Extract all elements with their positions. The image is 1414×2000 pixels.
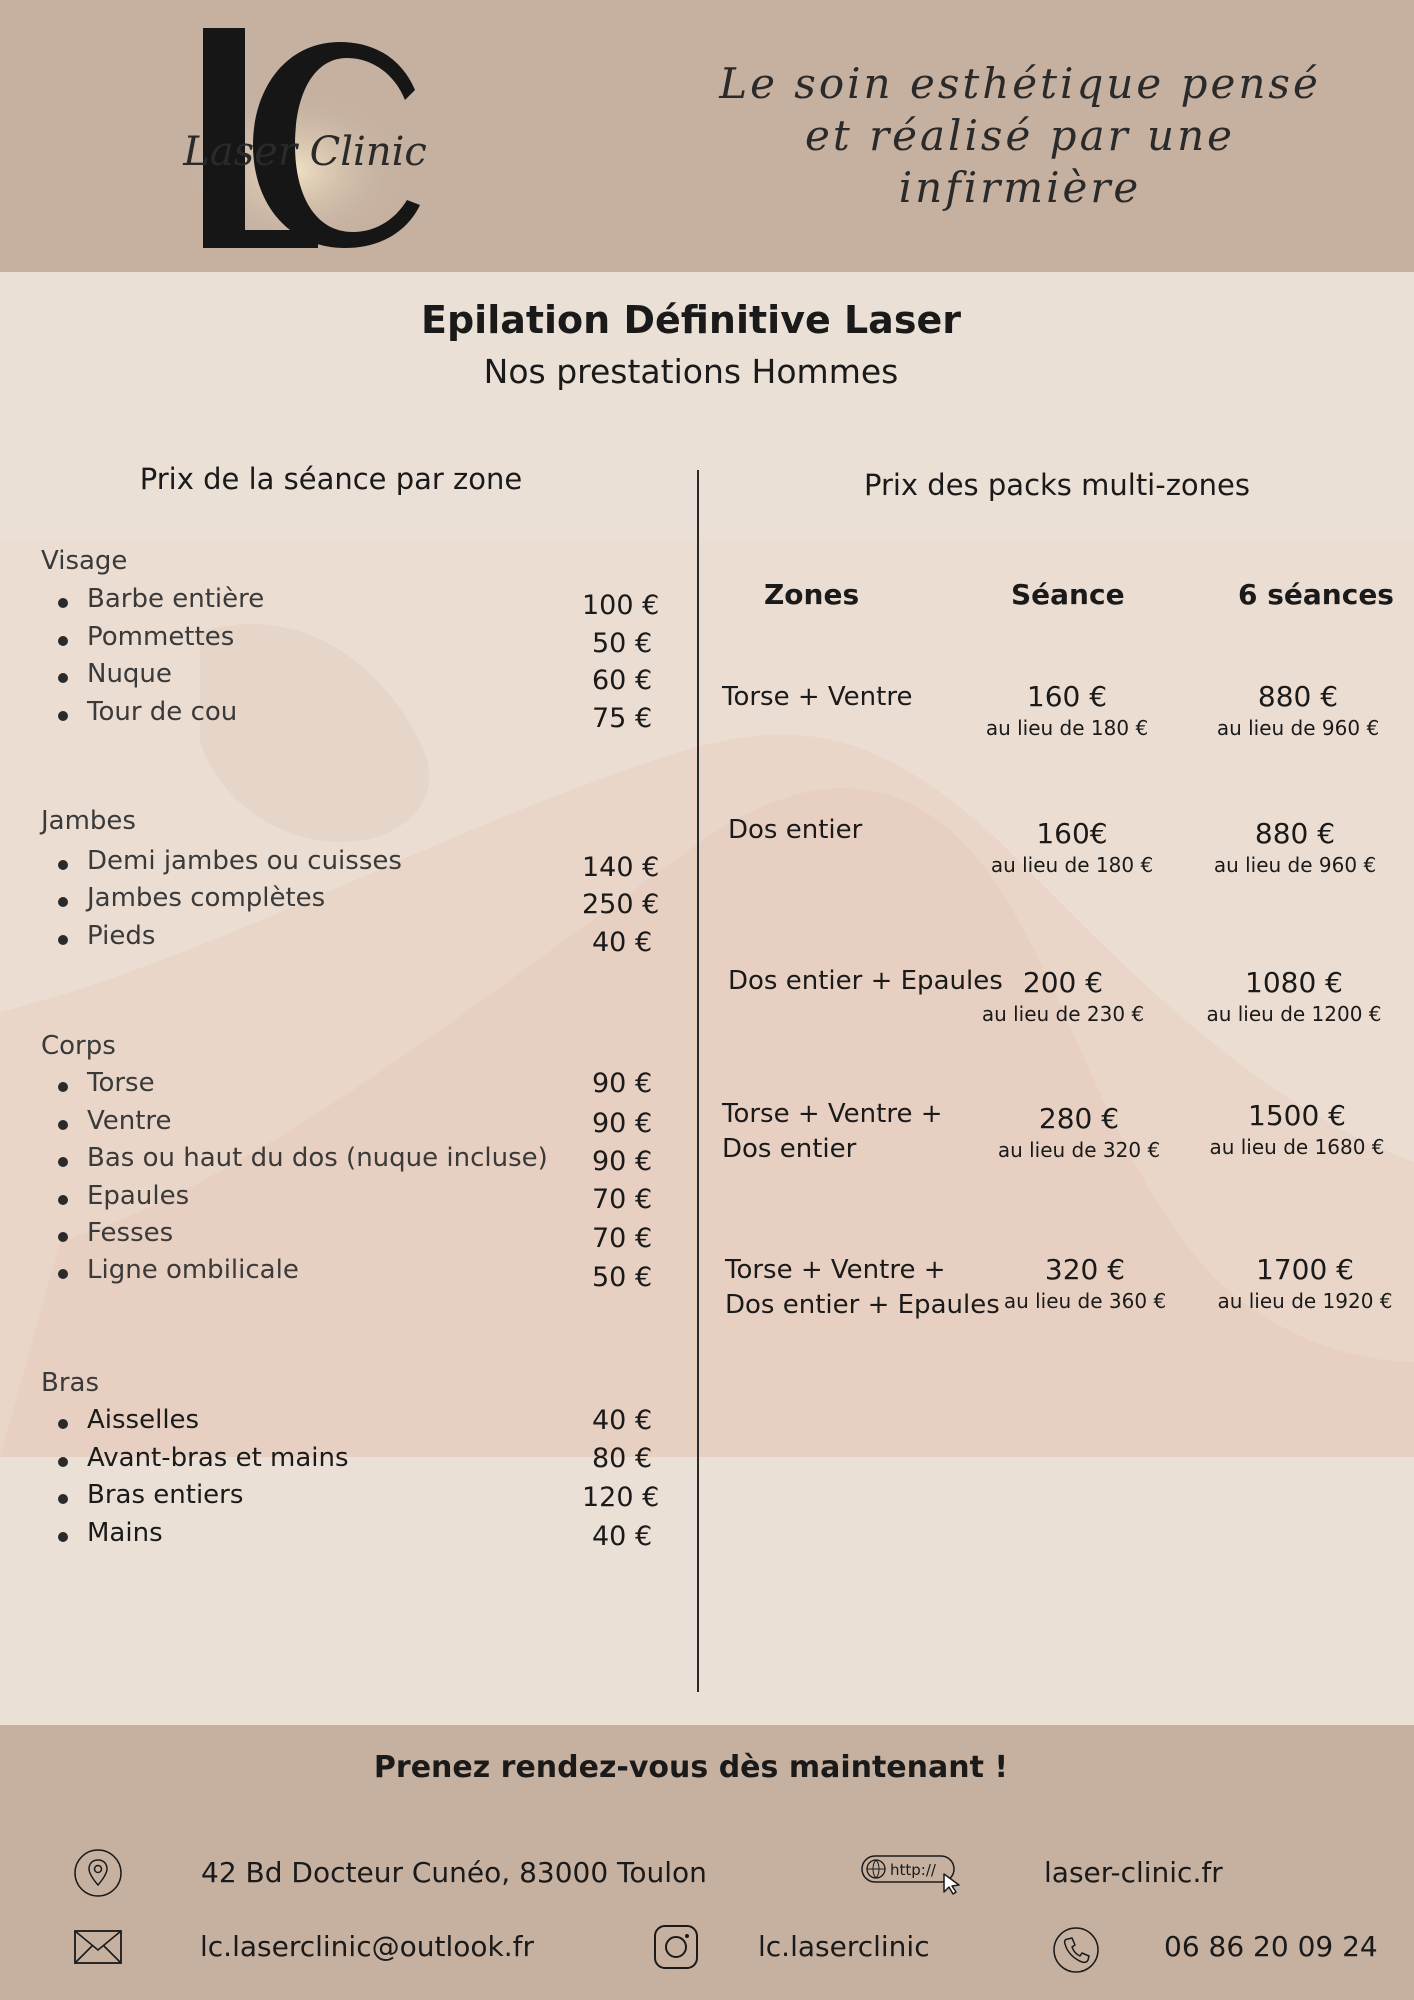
item-price: 100 € <box>582 590 660 621</box>
item-name: Tour de cou <box>87 697 238 727</box>
item-name: Ventre <box>87 1106 172 1136</box>
instagram-icon <box>653 1924 699 1970</box>
pack-zone-line: Torse + Ventre + <box>725 1255 946 1285</box>
pack-six-price <box>1188 680 1408 742</box>
item-price: 90 € <box>592 1146 653 1177</box>
pack-six-price <box>1185 817 1405 879</box>
price: 280 € <box>1038 1102 1120 1135</box>
item-price: 70 € <box>592 1184 653 1215</box>
bullet <box>58 1120 68 1130</box>
bullet <box>58 1419 68 1429</box>
item-name: Barbe entière <box>87 584 265 614</box>
old-price: au lieu de 960 € <box>1216 716 1380 740</box>
pack-zone-line: Torse + Ventre <box>722 682 913 712</box>
page-title: Epilation Définitive Laser <box>421 298 961 342</box>
item-price: 90 € <box>592 1108 653 1139</box>
item-price: 120 € <box>582 1482 660 1513</box>
item-price: 60 € <box>592 665 653 696</box>
price: 160€ <box>1036 817 1108 850</box>
category-title-bras: Bras <box>41 1368 100 1398</box>
bullet <box>58 1232 68 1242</box>
pack-zone <box>725 1253 1000 1323</box>
pack-session-price <box>957 680 1177 742</box>
list-item <box>58 1218 658 1256</box>
item-price: 40 € <box>592 1405 653 1436</box>
laser-clinic-logo <box>175 20 460 260</box>
bullet <box>58 711 68 721</box>
bullet <box>58 1269 68 1279</box>
phone-number[interactable]: 06 86 20 09 24 <box>1164 1930 1378 1963</box>
tagline <box>660 58 1380 214</box>
pack-zone-line: Dos entier + Epaules <box>725 1290 1000 1320</box>
old-price: au lieu de 360 € <box>1003 1289 1167 1313</box>
email-link[interactable]: lc.laserclinic@outlook.fr <box>200 1930 534 1963</box>
item-price: 140 € <box>582 852 660 883</box>
item-price: 75 € <box>592 703 653 734</box>
category-title-corps: Corps <box>41 1031 116 1061</box>
bullet <box>58 1494 68 1504</box>
list-item <box>58 697 658 735</box>
price: 1080 € <box>1245 966 1343 999</box>
price: 200 € <box>1022 966 1104 999</box>
item-name: Epaules <box>87 1181 190 1211</box>
price: 1700 € <box>1256 1253 1354 1286</box>
old-price: au lieu de 1680 € <box>1209 1135 1385 1159</box>
bullet <box>58 636 68 646</box>
old-price: au lieu de 960 € <box>1213 853 1377 877</box>
location-pin-icon <box>73 1848 123 1898</box>
bullet <box>58 1195 68 1205</box>
item-name: Nuque <box>87 659 172 689</box>
item-name: Avant-bras et mains <box>87 1443 349 1473</box>
web-link-icon[interactable] <box>860 1852 966 1896</box>
list-item <box>58 883 658 921</box>
pack-zone <box>722 680 912 715</box>
list-item <box>58 1405 658 1443</box>
category-title-jambes: Jambes <box>41 806 136 836</box>
item-price: 50 € <box>592 628 653 659</box>
pack-zone-line: Dos entier <box>722 1134 857 1164</box>
right-column-title: Prix des packs multi-zones <box>863 468 1251 502</box>
price: 1500 € <box>1248 1099 1346 1132</box>
list-item <box>58 921 658 959</box>
old-price: au lieu de 180 € <box>990 853 1154 877</box>
item-name: Jambes complètes <box>87 883 326 913</box>
bullet <box>58 673 68 683</box>
instagram-handle[interactable]: lc.laserclinic <box>758 1930 930 1963</box>
pack-session-price <box>969 1102 1189 1164</box>
table-header-zones: Zones <box>764 578 860 611</box>
price: 880 € <box>1254 817 1336 850</box>
list-item <box>58 584 658 622</box>
pack-six-price <box>1184 966 1404 1028</box>
pack-session-price <box>962 817 1182 879</box>
item-price: 90 € <box>592 1068 653 1099</box>
pack-zone <box>728 813 862 848</box>
pack-session-price <box>975 1253 1195 1315</box>
call-to-action: Prenez rendez-vous dès maintenant ! <box>373 1750 1009 1785</box>
item-name: Pieds <box>87 921 156 951</box>
left-column-title: Prix de la séance par zone <box>139 462 523 496</box>
old-price: au lieu de 1920 € <box>1217 1289 1393 1313</box>
phone-icon <box>1052 1926 1100 1974</box>
price: 320 € <box>1044 1253 1126 1286</box>
logo-script-text: Laser Clinic <box>183 129 427 175</box>
list-item <box>58 1068 658 1106</box>
item-name: Pommettes <box>87 622 235 652</box>
old-price: au lieu de 320 € <box>997 1138 1161 1162</box>
pack-zone-line: Dos entier <box>728 815 863 845</box>
web-badge-text: http:// <box>890 1861 936 1879</box>
pack-six-price <box>1195 1253 1414 1315</box>
website-link[interactable]: laser-clinic.fr <box>1044 1856 1223 1889</box>
tagline-line: infirmière <box>898 163 1142 212</box>
bullet <box>58 897 68 907</box>
item-name: Fesses <box>87 1218 174 1248</box>
price: 880 € <box>1257 680 1339 713</box>
item-name: Bras entiers <box>87 1480 244 1510</box>
item-name: Aisselles <box>87 1405 200 1435</box>
item-name: Ligne ombilicale <box>87 1255 299 1285</box>
pack-zone-line: Dos entier + Epaules <box>728 966 1003 996</box>
item-price: 80 € <box>592 1443 653 1474</box>
old-price: au lieu de 1200 € <box>1206 1002 1382 1026</box>
list-item <box>58 1106 658 1144</box>
item-price: 50 € <box>592 1262 653 1293</box>
price: 160 € <box>1026 680 1108 713</box>
pack-zone <box>722 1097 943 1167</box>
pack-zone-line: Torse + Ventre + <box>722 1099 943 1129</box>
address-text: 42 Bd Docteur Cunéo, 83000 Toulon <box>201 1856 707 1889</box>
list-item <box>58 1255 658 1293</box>
item-price: 250 € <box>582 889 660 920</box>
bullet <box>58 1157 68 1167</box>
tagline-line: et réalisé par une <box>805 111 1235 160</box>
bullet <box>58 1082 68 1092</box>
list-item <box>58 622 658 660</box>
old-price: au lieu de 230 € <box>981 1002 1145 1026</box>
page-subtitle: Nos prestations Hommes <box>483 352 899 391</box>
pack-six-price <box>1187 1099 1407 1161</box>
mail-icon <box>73 1929 123 1965</box>
bullet <box>58 1532 68 1542</box>
list-item <box>58 1480 658 1518</box>
bullet <box>58 935 68 945</box>
list-item <box>58 846 658 884</box>
bullet <box>58 1457 68 1467</box>
pack-session-price <box>953 966 1173 1028</box>
item-price: 40 € <box>592 1521 653 1552</box>
table-header-six-sessions: 6 séances <box>1238 578 1394 611</box>
bullet <box>58 598 68 608</box>
item-price: 40 € <box>592 927 653 958</box>
category-title-visage: Visage <box>41 546 128 576</box>
list-item <box>58 1181 658 1219</box>
item-price: 70 € <box>592 1223 653 1254</box>
item-name: Bas ou haut du dos (nuque incluse) <box>87 1143 548 1173</box>
list-item <box>58 1518 658 1556</box>
old-price: au lieu de 180 € <box>985 716 1149 740</box>
list-item <box>58 1143 658 1181</box>
list-item <box>58 659 658 697</box>
item-name: Mains <box>87 1518 163 1548</box>
bullet <box>58 860 68 870</box>
list-item <box>58 1443 658 1481</box>
tagline-line: Le soin esthétique pensé <box>719 59 1321 108</box>
table-header-session: Séance <box>1011 578 1125 611</box>
item-name: Demi jambes ou cuisses <box>87 846 402 876</box>
item-name: Torse <box>87 1068 155 1098</box>
